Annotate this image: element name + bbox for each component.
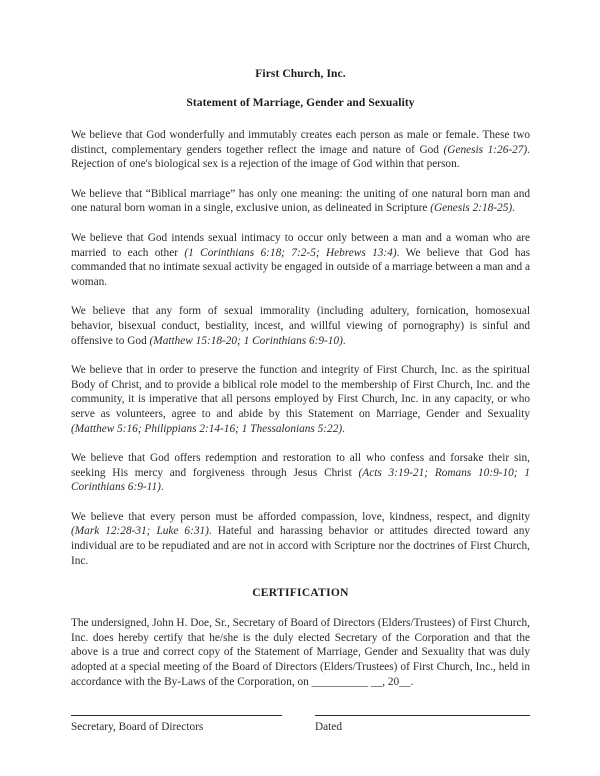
statement-paragraph-6 <box>71 451 530 495</box>
paragraph-3-citation: (1 Corinthians 6:18; 7:2-5; Hebrews 13:4) <box>184 246 397 259</box>
paragraph-1-citation: (Genesis 1:26-27) <box>443 143 528 156</box>
secretary-signature-field[interactable] <box>71 715 282 734</box>
document-content <box>71 68 530 734</box>
paragraph-3-text-a: We believe that God intends sexual intimacy to occur only between a man and a woman who are married to each other <box>71 231 530 259</box>
signature-block <box>71 715 530 734</box>
statement-paragraph-2 <box>71 187 530 216</box>
statement-paragraph-4 <box>71 304 530 348</box>
dated-signature-label: Dated <box>315 721 342 734</box>
certification-paragraph: The undersigned, John H. Doe, Sr., Secretary of Board of Directors (Elders/Trustees) of First Church, Inc. does hereby certify that he/she is the duly elected Secretary of the Corporation and that the above is a true and correct copy of the Statement of Marriage, Gender and Sexuality that was duly adopted at a special meeting of the Board of Directors (Elders/Trustees) of First Church, Inc., held in accordance with the By-Laws of the Corporation, on __________ __, 20__. <box>71 617 530 688</box>
paragraph-2-text-b: . <box>512 202 515 215</box>
paragraph-7-citation: (Mark 12:28-31; Luke 6:31) <box>71 525 209 538</box>
paragraph-4-citation: (Matthew 15:18-20; 1 Corinthians 6:9-10) <box>149 334 343 347</box>
statement-paragraph-1 <box>71 128 530 172</box>
paragraph-5-text-b: . <box>342 422 345 435</box>
secretary-signature-line[interactable] <box>71 715 282 716</box>
paragraph-5-citation: (Matthew 5:16; Philippians 2:14-16; 1 Thessalonians 5:22) <box>71 422 343 435</box>
paragraph-4-text-a: We believe that any form of sexual immorality (including adultery, fornication, homosexual behavior, bisexual conduct, bestiality, incest, and willful viewing of pornography) is sinful and offensive to God <box>71 305 530 347</box>
paragraph-1-text-a: We believe that God wonderfully and immutably creates each person as male or female. These two distinct, complementary genders together reflect the image and nature of God <box>71 129 530 156</box>
paragraph-4-text-b: . <box>342 334 346 347</box>
statement-paragraph-5 <box>71 363 530 436</box>
paragraph-6-text-b: . <box>160 481 164 494</box>
dated-signature-field[interactable] <box>315 715 530 734</box>
document-title: First Church, Inc. <box>255 68 346 80</box>
paragraph-1-text-b: . Rejection of one's biological sex is a rejection of the image of God within that person. <box>71 143 530 171</box>
secretary-signature-label: Secretary, Board of Directors <box>71 721 204 734</box>
paragraph-2-text-a: We believe that “Biblical marriage” has only one meaning: the uniting of one natural born man and one natural born woman in a single, exclusive union, as delineated in Scripture <box>71 187 530 215</box>
statement-paragraph-7 <box>71 510 530 568</box>
paragraph-6-text-a: We believe that God offers redemption and restoration to all who confess and forsake their sin, seeking His mercy and forgiveness through Jesus Christ <box>71 452 530 479</box>
paragraph-5-text-a: We believe that in order to preserve the function and integrity of First Church, Inc. as the spiritual Body of Christ, and to provide a biblical role model to the membership of First Church, Inc. and the community, it is imperative that all persons employed by First Church, Inc. in any capacity, or who serve as volunteers, agree to and abide by this Statement on Marriage, Gender and Sexuality <box>71 364 530 420</box>
paragraph-6-citation: (Acts 3:19-21; Romans 10:9-10; 1 Corinthians 6:9-11) <box>71 466 530 494</box>
certification-heading: CERTIFICATION <box>252 587 349 600</box>
statement-paragraph-3 <box>71 231 530 289</box>
dated-signature-line[interactable] <box>315 715 530 716</box>
paragraph-3-text-b: . We believe that God has commanded that no intimate sexual activity be engaged in outside of a marriage between a man and a woman. <box>71 246 530 288</box>
paragraph-7-text-b: . Hateful and harassing behavior or attitudes directed toward any individual are to be repudiated and are not in accord with Scripture nor the doctrines of First Church, Inc. <box>71 525 530 567</box>
paragraph-2-citation: (Genesis 2:18-25) <box>430 202 513 215</box>
paragraph-7-text-a: We believe that every person must be afforded compassion, love, kindness, respect, and dignity <box>71 510 530 523</box>
document-subtitle: Statement of Marriage, Gender and Sexuality <box>186 97 415 109</box>
